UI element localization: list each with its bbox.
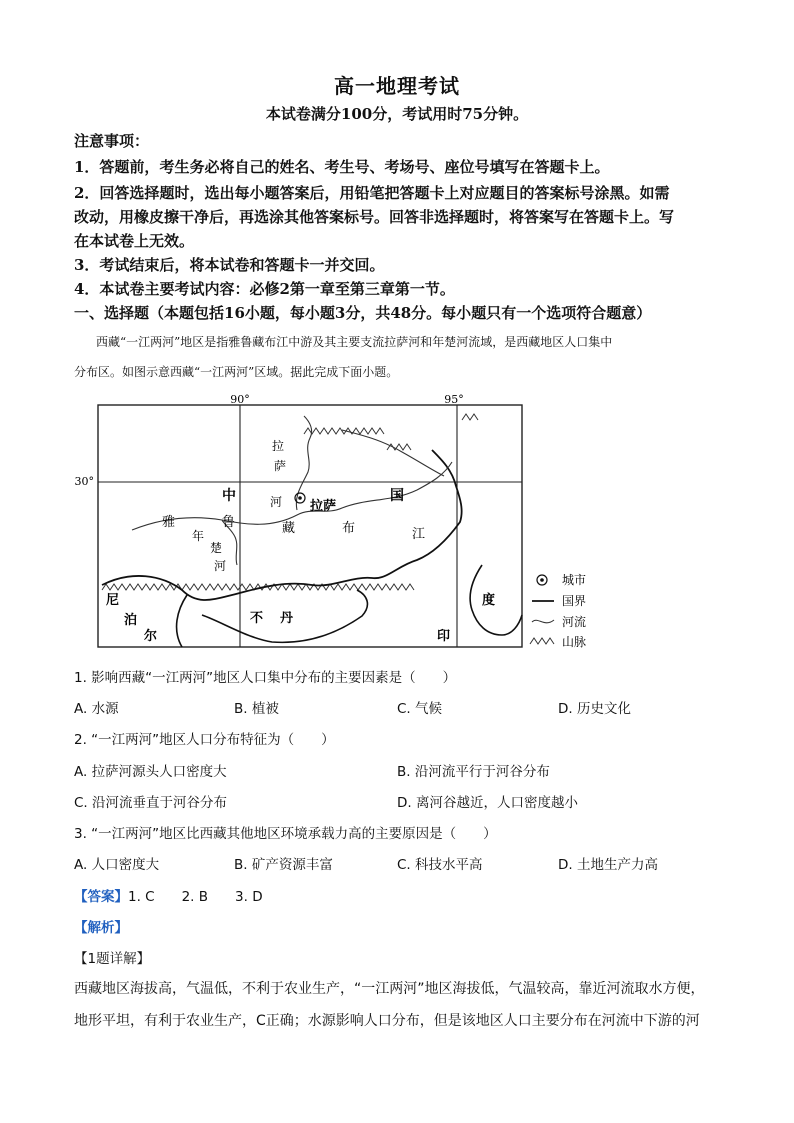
label-zhong: 中 [222,488,236,504]
question-3-option-a[interactable]: A. 人口密度大 [74,857,160,873]
label-chu: 楚 [210,541,223,555]
region-map [72,390,602,655]
label-he-2: 河 [214,559,227,573]
label-ya: 雅 [162,515,176,530]
label-bu: 布 [342,521,356,536]
exam-subtitle: 本试卷满分100分，考试用时75分钟。 [265,105,529,123]
page-title: 高一地理考试 [334,74,460,98]
label-du: 度 [482,593,496,608]
label-la: 拉 [272,439,285,453]
lon-95-label: 95° [444,393,464,406]
lat-30-label: 30° [74,475,94,488]
label-nian: 年 [192,529,205,543]
analysis-line-1: 西藏地区海拔高，气温低，不利于农业生产，“一江两河”地区海拔低，气温较高，靠近河流取水方便， [74,981,705,997]
legend-mountain-icon [530,638,554,644]
question-2-option-d[interactable]: D. 离河谷越近，人口密度越小 [397,795,578,811]
map-svg [72,390,602,655]
notice-item-2-line-2: 改动，用橡皮擦干净后，再选涂其他答案标号。回答非选择题时，将答案写在答题卡上。写 [74,208,675,226]
intro-line-1: 西藏“一江两河”地区是指雅鲁藏布江中游及其主要支流拉萨河和年楚河流域，是西藏地区人口集中 [96,335,613,349]
label-zang: 藏 [282,521,296,536]
legend-mountain: 山脉 [562,635,587,649]
border-nepal [177,595,187,647]
label-bu-2: 不 [250,611,264,626]
label-guo: 国 [390,488,404,504]
question-1-option-d[interactable]: D. 历史文化 [558,701,631,717]
notice-item-3: 3．考试结束后，将本试卷和答题卡一并交回。 [74,256,385,274]
intro-line-2: 分布区。如图示意西藏“一江两河”区域。据此完成下面小题。 [74,365,399,379]
question-2-option-b[interactable]: B. 沿河流平行于河谷分布 [397,764,550,780]
label-sa: 萨 [274,459,287,473]
river-yarlung-tsangpo [132,462,452,530]
mountain-range-north [304,414,478,450]
question-1-option-a[interactable]: A. 水源 [74,701,119,717]
analysis-row [74,916,128,936]
label-lhasa: 拉萨 [310,499,337,514]
legend-river: 河流 [562,615,587,629]
question-3-stem: 3. “一江两河”地区比西藏其他地区环境承载力高的主要原因是（ ） [74,826,497,842]
notice-item-4: 4．本试卷主要考试内容：必修2第一章至第三章第一节。 [74,280,455,298]
legend-city: 城市 [562,573,587,587]
question-3-option-b[interactable]: B. 矿产资源丰富 [234,857,333,873]
question-1-option-b[interactable]: B. 植被 [234,701,279,717]
answer-tag: 【答案】 [74,889,128,905]
notice-item-1: 1．答题前，考生务必将自己的姓名、考生号、考场号、座位号填写在答题卡上。 [74,158,610,176]
map-legend [530,573,586,649]
label-ni: 尼 [106,593,120,608]
label-er: 尔 [144,629,158,644]
question-3-option-d[interactable]: D. 土地生产力高 [558,857,658,873]
label-lu: 鲁 [222,515,236,530]
analysis-line-2: 地形平坦，有利于农业生产，C正确；水源影响人口分布，但是该地区人口主要分布在河流中下游的河 [74,1013,700,1029]
label-jiang: 江 [412,527,426,542]
label-he: 河 [270,495,283,509]
question-1-stem: 1. 影响西藏“一江两河”地区人口集中分布的主要因素是（ ） [74,670,457,686]
legend-river-icon [532,620,554,623]
label-yin: 印 [437,629,451,644]
question-2-stem: 2. “一江两河”地区人口分布特征为（ ） [74,732,335,748]
river-north-tributary [342,430,444,476]
notice-item-2-line-3: 在本试卷上无效。 [74,232,195,250]
legend-border: 国界 [562,594,587,608]
answer-values: 1. C 2. B 3. D [128,889,263,905]
question-2-option-c[interactable]: C. 沿河流垂直于河谷分布 [74,795,228,811]
analysis-tag: 【解析】 [74,920,128,936]
lon-90-label: 90° [230,393,250,406]
detail-tag: 【1题详解】 [74,951,151,967]
question-1-option-c[interactable]: C. 气候 [397,701,443,717]
question-3-option-c[interactable]: C. 科技水平高 [397,857,483,873]
notice-item-2-line-1: 2．回答选择题时，选出每小题答案后，用铅笔把答题卡上对应题目的答案标号涂黑。如需 [74,184,670,202]
detail-row [74,947,150,967]
notice-heading: 注意事项： [74,132,150,150]
label-bo: 泊 [124,613,138,628]
label-dan: 丹 [280,611,294,626]
border-india-east [470,565,522,635]
question-2-option-a[interactable]: A. 拉萨河源头人口密度大 [74,764,227,780]
section-heading: 一、选择题（本题包括16小题，每小题3分，共48分。每小题只有一个选项符合题意） [74,304,652,322]
answer-row [74,885,263,905]
